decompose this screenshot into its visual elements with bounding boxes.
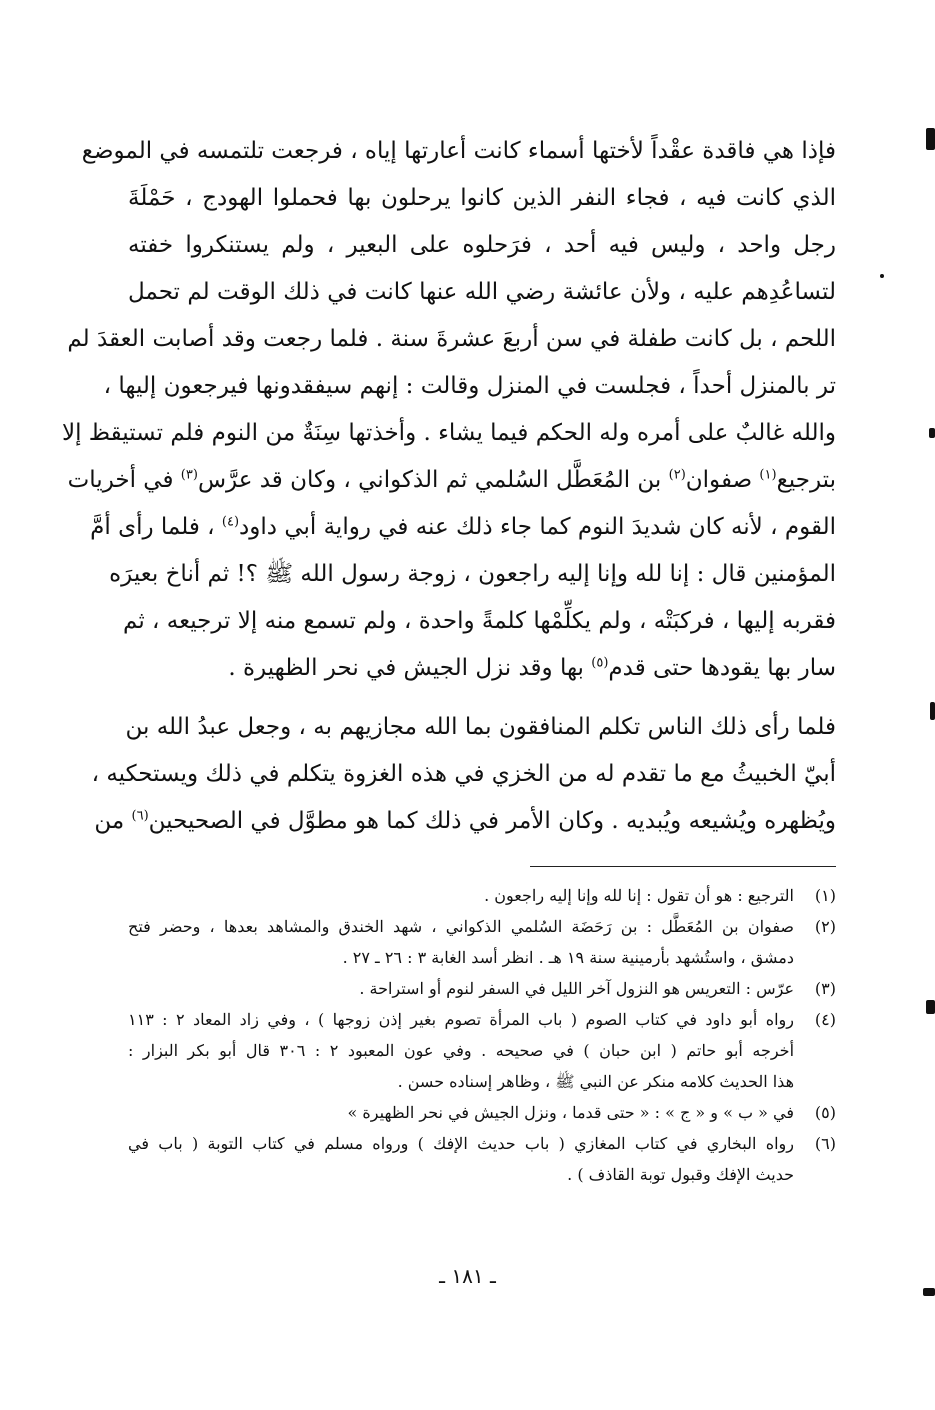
footnote-ref-4[interactable]: (٤) (221, 514, 240, 530)
footnote-ref-2[interactable]: (٢) (668, 467, 686, 483)
footnote-line: هذا الحديث كلامه منكر عن النبي ﷺ ، وظاهر إسناده حسن . (397, 1072, 794, 1091)
footnote-number: (٤) (814, 1010, 836, 1029)
text-line: والله غالبٌ على أمره وله الحكم فيما يشاء . وأخذتها سِنَةٌ من النوم فلم تستيقظ إلا (61, 420, 836, 446)
footnote-number: (١) (814, 886, 836, 905)
footnote-line: الترجيع : هو أن تقول : إنا لله وإنا إليه راجعون . (484, 886, 794, 905)
footnote-4 (128, 1004, 836, 1097)
text-line: الذي كانت فيه ، فجاء النفر الذين كانوا يرحلون بها فحملوا الهودج ، حَمْلَةَ (128, 185, 836, 211)
footnote-number: (٢) (814, 917, 836, 936)
text-line: المؤمنين قال : إنا لله وإنا إليه راجعون ، زوجة رسول الله ﷺ ؟! ثم أناخ بعيرَه (109, 561, 836, 587)
paragraph-1 (61, 128, 836, 692)
footnote-5 (128, 1097, 836, 1128)
scan-artifact (880, 274, 884, 278)
footnote-ref-6[interactable]: (٦) (131, 808, 149, 824)
scan-artifact (926, 128, 935, 150)
footnote-divider (530, 866, 836, 867)
footnote-ref-1[interactable]: (١) (759, 467, 777, 483)
text-line: بترجيع$^{(١)}$ صفوان$^{(٢)}$ بن المُعَطَّل السُلمي ثم الذكواني ، وكان قد عرَّس$^{(٣)}$ في أخريات (67, 467, 836, 493)
footnote-line: دمشق ، واستُشهد بأرمينية سنة ١٩ هـ . انظر أسد الغابة ٣ : ٢٦ ـ ٢٧ . (342, 948, 794, 967)
scan-artifact (930, 702, 935, 720)
text-line: لتساعُدِهم عليه ، ولأن عائشة رضي الله عنها كانت في ذلك الوقت لم تحمل (128, 279, 836, 305)
page-number: ـ ١٨١ ـ (439, 1264, 496, 1288)
footnote-line: في « ب » و « ج » : « حتى قدما ، ونزل الجيش في نحر الظهيرة » (347, 1103, 794, 1122)
footnote-6 (128, 1128, 836, 1190)
text-line: فقربه إليها ، فركبَتْه ، ولم يكلِّمْها كلمةً واحدة ، ولم تسمع منه إلا ترجيعه ، ثم (123, 608, 836, 634)
footnote-line: رواه أبو داود في كتاب الصوم ( باب المرأة تصوم بغير إذن زوجها ) ، وفي زاد المعاد ٢ : ١١٣ (128, 1010, 795, 1029)
footnote-3 (128, 973, 836, 1004)
main-text (61, 128, 836, 845)
footnote-2 (128, 911, 836, 973)
scan-artifact (923, 1288, 935, 1296)
text-line: فلما رأى ذلك الناس تكلم المنافقون بما الله مجازيهم به ، وجعل عبدُ الله بن (125, 714, 836, 740)
text-line: رجل واحد ، وليس فيه أحد ، فرَحلوه على البعير ، ولم يستنكروا خفته (128, 232, 836, 258)
text-line: اللحم ، بل كانت طفلة في سن أربعَ عشرةَ سنة . فلما رجعت وقد أصابت العقدَ لم (67, 326, 836, 352)
footnote-line: رواه البخاري في كتاب المغازي ( باب حديث الإفك ) ورواه مسلم في كتاب التوبة ( باب في (128, 1134, 794, 1153)
paragraph-2 (91, 704, 836, 845)
footnote-line: صفوان بن المُعَطَّل : بن رَحَضَة السُلمي الذكواني ، شهد الخندق والمشاهد بعدها ، وحضر فتح (128, 917, 794, 936)
footnote-line: أخرجه أبو حاتم ( ابن حبان ) في صحيحه . وفي عون المعبود ٢ : ٣٠٦ قال أبو بكر البزار : (128, 1041, 795, 1060)
footnote-1 (128, 880, 836, 911)
text-line: ويُظهره ويُشيعه ويُبديه . وكان الأمر في ذلك كما هو مطوَّل في الصحيحين$^{(٦)}$ من (94, 808, 836, 834)
footnote-ref-5[interactable]: (٥) (591, 655, 609, 671)
scan-artifact (926, 1000, 935, 1014)
footnote-number: (٣) (814, 979, 836, 998)
scan-artifact (929, 428, 935, 438)
footnote-line: حديث الإفك وقبول توبة القاذف ) . (567, 1165, 794, 1184)
text-line: سار بها يقودها حتى قدم$^{(٥)}$ بها وقد نزل الجيش في نحر الظهيرة . (228, 655, 836, 681)
footnote-number: (٦) (814, 1134, 836, 1153)
footnote-number: (٥) (814, 1103, 836, 1122)
text-line: تر بالمنزل أحداً ، فجلست في المنزل وقالت : إنهم سيفقدونها فيرجعون إليها ، (103, 373, 836, 399)
footnotes (128, 880, 836, 1190)
text-line: فإذا هي فاقدة عقْداً لأختها أسماء كانت أعارتها إياه ، فرجعت تلتمسه في الموضع (81, 138, 836, 164)
paragraph-gap (128, 692, 836, 704)
footnote-line: عرّس : التعريس هو النزول آخر الليل في السفر لنوم أو استراحة . (359, 979, 794, 998)
text-line: أبيّ الخبيثُ مع ما تقدم له من الخزي في هذه الغزوة يتكلم في ذلك ويستحكيه ، (91, 761, 836, 787)
footnote-ref-3[interactable]: (٣) (180, 467, 198, 483)
text-line: القوم ، لأنه كان شديدَ النوم كما جاء ذلك عنه في رواية أبي داود$^{(٤)}$ ، فلما رأى أمَّ (90, 514, 836, 540)
